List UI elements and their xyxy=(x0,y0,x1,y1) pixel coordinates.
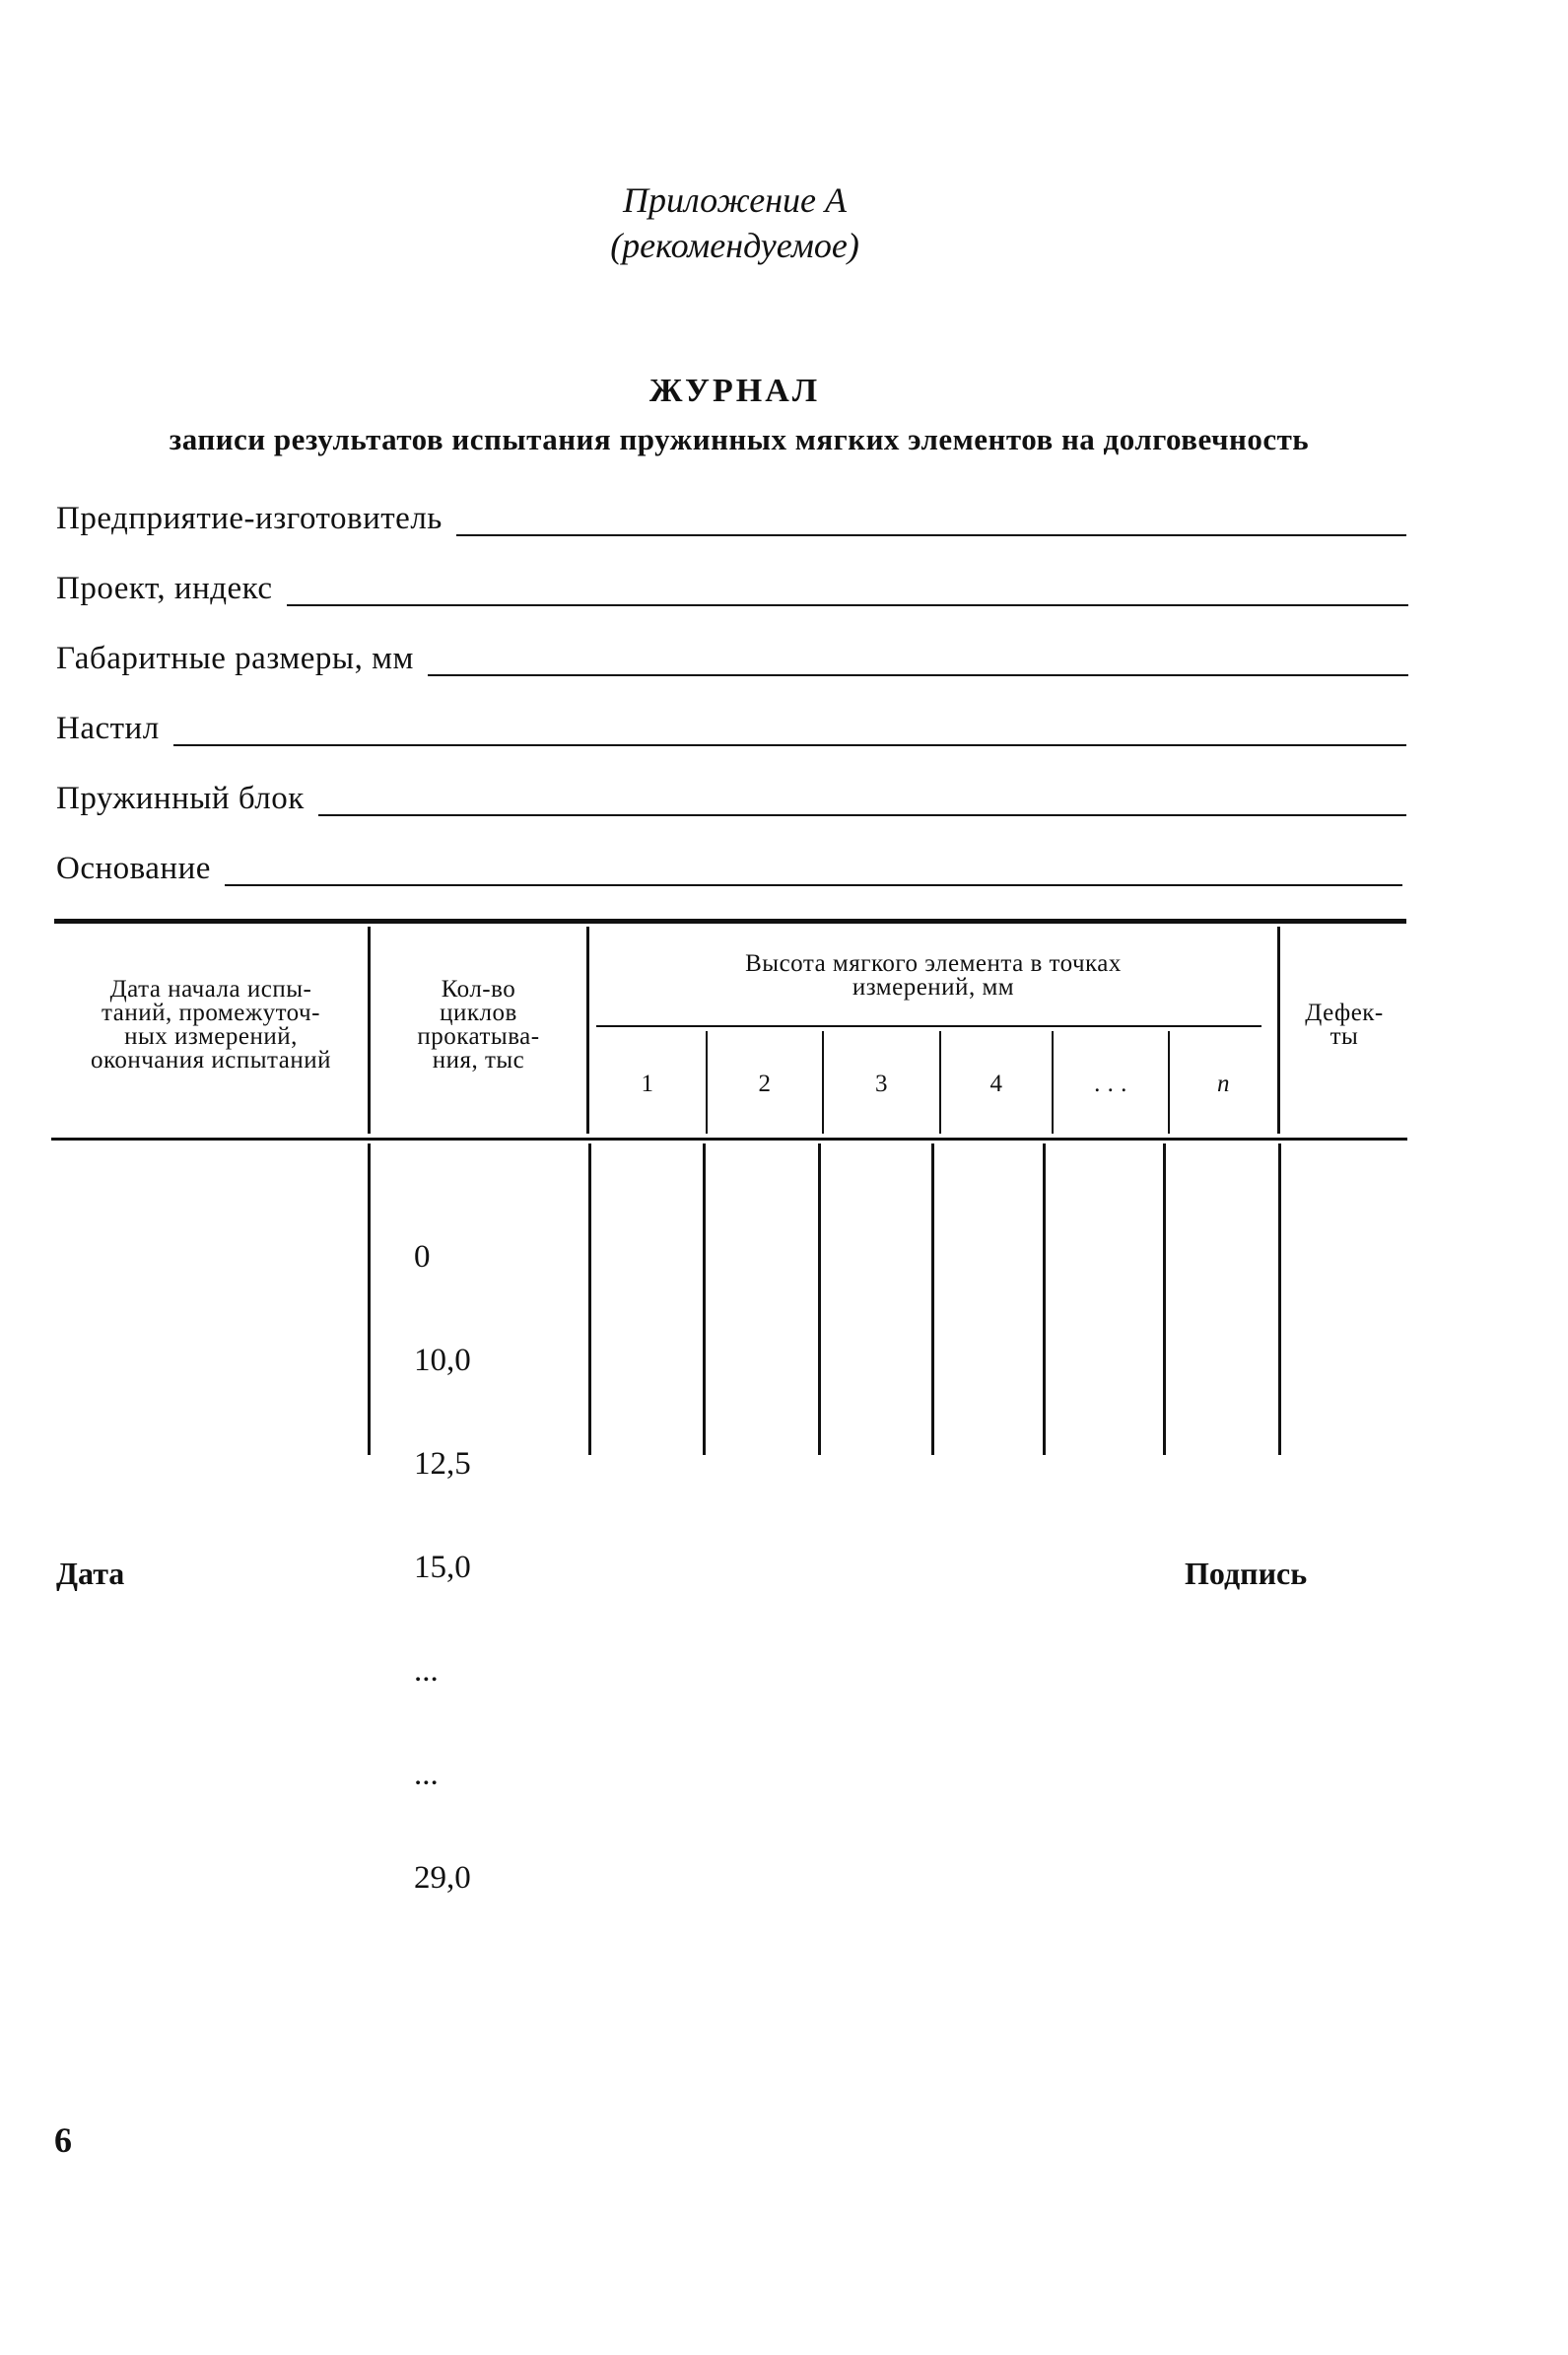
header-point-1: 1 xyxy=(641,1071,654,1097)
header-point-3: 3 xyxy=(875,1071,888,1097)
date-label: Дата xyxy=(56,1556,125,1591)
header-defects: Дефек- ты xyxy=(1305,1000,1384,1050)
body-divider xyxy=(818,1143,821,1455)
cycles-values xyxy=(414,1171,532,1930)
field-decking-line[interactable] xyxy=(173,736,1406,746)
field-decking xyxy=(56,703,1406,746)
header-height: Высота мягкого элемента в точках измерений, мм xyxy=(745,950,1122,1001)
annex-status: (рекомендуемое) xyxy=(610,226,859,265)
field-spring-block-line[interactable] xyxy=(318,806,1406,816)
table-top-rule xyxy=(54,919,1406,924)
field-manufacturer xyxy=(56,493,1406,536)
page-number: 6 xyxy=(54,2120,72,2160)
cycles-value: 15,0 xyxy=(414,1550,471,1585)
cycles-value: 10,0 xyxy=(414,1343,471,1378)
body-divider xyxy=(931,1143,934,1455)
journal-subtitle: записи результатов испытания пружинных мягких элементов на долговечность xyxy=(169,422,1310,456)
field-project-line[interactable] xyxy=(287,596,1408,606)
table-header-rule xyxy=(51,1138,1407,1141)
cycles-value: 12,5 xyxy=(414,1446,471,1482)
field-manufacturer-label: Предприятие-изготовитель xyxy=(56,501,443,536)
header-divider xyxy=(586,927,589,1134)
header-point-n: n xyxy=(1217,1071,1230,1097)
field-base-line[interactable] xyxy=(225,876,1402,886)
cycles-value: 0 xyxy=(414,1239,431,1275)
header-point-2: 2 xyxy=(758,1071,772,1097)
field-base xyxy=(56,843,1402,886)
header-subrule xyxy=(596,1025,1261,1027)
field-project-label: Проект, индекс xyxy=(56,571,273,606)
body-divider xyxy=(1278,1143,1281,1455)
body-divider xyxy=(1043,1143,1046,1455)
annex-heading xyxy=(0,177,1469,268)
field-spring-block xyxy=(56,773,1406,816)
signature-label: Подпись xyxy=(1185,1556,1308,1591)
field-decking-label: Настил xyxy=(56,711,160,746)
field-dimensions-label: Габаритные размеры, мм xyxy=(56,641,414,676)
header-dates: Дата начала испы- таний, промежуточ- ных измерений, окончания испытаний xyxy=(90,976,332,1074)
header-point-4: 4 xyxy=(989,1071,1003,1097)
cycles-value: ... xyxy=(414,1757,439,1792)
field-spring-block-label: Пружинный блок xyxy=(56,781,305,816)
field-dimensions xyxy=(56,633,1408,676)
field-project xyxy=(56,563,1408,606)
body-divider xyxy=(703,1143,706,1455)
body-divider xyxy=(1163,1143,1166,1455)
header-divider xyxy=(368,927,371,1134)
field-dimensions-line[interactable] xyxy=(428,666,1408,676)
body-divider xyxy=(368,1143,371,1455)
header-divider xyxy=(1277,927,1280,1134)
header-cycles: Кол-во циклов прокатыва- ния, тыс xyxy=(417,976,540,1074)
header-point-ellipsis: . . . xyxy=(1094,1071,1127,1097)
cycles-value: ... xyxy=(414,1653,439,1689)
annex-title: Приложение А xyxy=(622,180,848,220)
field-manufacturer-line[interactable] xyxy=(456,526,1406,536)
journal-title: ЖУРНАЛ xyxy=(648,373,821,409)
body-divider xyxy=(588,1143,591,1455)
cycles-value: 29,0 xyxy=(414,1860,471,1896)
field-base-label: Основание xyxy=(56,851,211,886)
